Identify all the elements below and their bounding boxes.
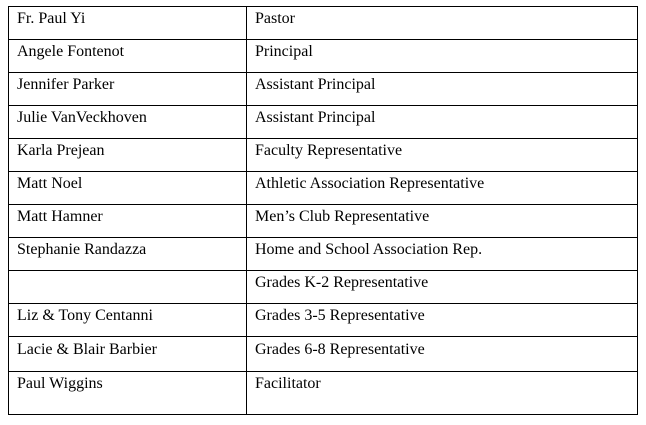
role-cell: Assistant Principal: [247, 106, 638, 139]
role-cell: Assistant Principal: [247, 73, 638, 106]
role-cell: Principal: [247, 40, 638, 73]
table-row: [9, 337, 638, 372]
name-cell: Julie VanVeckhoven: [9, 106, 247, 139]
name-cell: Lacie & Blair Barbier: [9, 337, 247, 372]
table-row: [9, 73, 638, 106]
name-cell: [9, 271, 247, 304]
name-cell: Karla Prejean: [9, 139, 247, 172]
name-cell: Fr. Paul Yi: [9, 7, 247, 40]
role-cell: Grades K-2 Representative: [247, 271, 638, 304]
name-cell: Matt Hamner: [9, 205, 247, 238]
role-cell: Faculty Representative: [247, 139, 638, 172]
name-cell: Stephanie Randazza: [9, 238, 247, 271]
table-row: [9, 106, 638, 139]
name-cell: Matt Noel: [9, 172, 247, 205]
roster-table: [8, 6, 638, 415]
table-row: [9, 139, 638, 172]
role-cell: Facilitator: [247, 372, 638, 415]
table-row: [9, 372, 638, 415]
name-cell: Paul Wiggins: [9, 372, 247, 415]
role-cell: Grades 3-5 Representative: [247, 304, 638, 337]
name-cell: Angele Fontenot: [9, 40, 247, 73]
table-row: [9, 172, 638, 205]
role-cell: Home and School Association Rep.: [247, 238, 638, 271]
table-row: [9, 205, 638, 238]
table-row: [9, 271, 638, 304]
table-row: [9, 7, 638, 40]
table-row: [9, 238, 638, 271]
role-cell: Athletic Association Representative: [247, 172, 638, 205]
table-row: [9, 304, 638, 337]
table-row: [9, 40, 638, 73]
role-cell: Pastor: [247, 7, 638, 40]
name-cell: Liz & Tony Centanni: [9, 304, 247, 337]
name-cell: Jennifer Parker: [9, 73, 247, 106]
role-cell: Men’s Club Representative: [247, 205, 638, 238]
role-cell: Grades 6-8 Representative: [247, 337, 638, 372]
